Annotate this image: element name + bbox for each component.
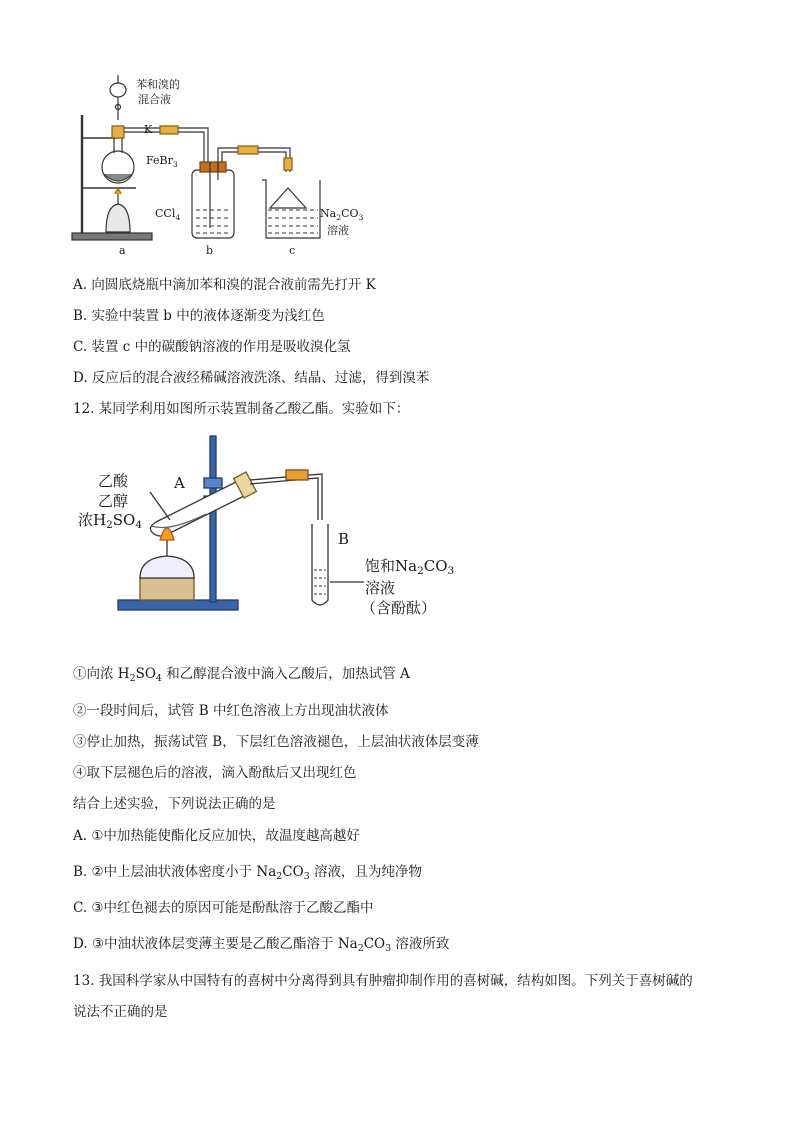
label-acetic-acid: 乙酸 xyxy=(98,472,129,490)
label-saturated-na2co3: 饱和$Na_2CO_3$ xyxy=(365,557,455,577)
q12-option-b: B. ②中上层油状液体密度小于 $Na_2CO_3$ 溶液，且为纯净物 xyxy=(73,864,422,882)
label-solution: 溶液 xyxy=(327,224,349,237)
beaker-c xyxy=(262,180,320,238)
label-ccl4: CCl$_4$ xyxy=(155,207,181,222)
q12-option-c: C. ③中红色褪去的原因可能是酚酞溶于乙酸乙酯中 xyxy=(73,900,374,916)
label-mixture-1: 苯和溴的 xyxy=(136,78,180,91)
q11-option-b: B. 实验中装置 b 中的液体逐渐变为浅红色 xyxy=(73,308,325,324)
label-tube-a: A xyxy=(174,474,185,492)
q12-step-4: ④取下层褪色后的溶液，滴入酚酞后又出现红色 xyxy=(73,765,357,781)
label-febr3: FeBr$_3$ xyxy=(146,154,178,169)
label-conc-h2so4: 浓$H_2SO_4$ xyxy=(78,511,143,531)
q12-conclusion: 结合上述实验，下列说法正确的是 xyxy=(73,796,276,812)
figure-1-apparatus xyxy=(60,70,380,270)
q12-option-d: D. ③中油状液体层变薄主要是乙酸乙酯溶于 $Na_2CO_3$ 溶液所致 xyxy=(73,936,450,954)
q12-step-1: ①向浓 $H_2SO_4$ 和乙醇混合液中滴入乙酸后，加热试管 A xyxy=(73,666,410,684)
bottle-b xyxy=(192,170,234,238)
test-tube-b xyxy=(312,524,328,605)
label-ethanol: 乙醇 xyxy=(98,492,129,510)
label-tube-b: B xyxy=(338,530,350,548)
q11-option-c: C. 装置 c 中的碳酸钠溶液的作用是吸收溴化氢 xyxy=(73,339,351,355)
label-na2co3: $Na_2CO_3$ xyxy=(320,207,364,222)
label-a: a xyxy=(119,244,126,257)
label-b: b xyxy=(206,244,214,257)
q13-stem-line-1: 13. 我国科学家从中国特有的喜树中分离得到具有肿瘤抑制作用的喜树碱，结构如图。下列关于喜树碱的 xyxy=(73,973,693,989)
stand-base xyxy=(118,600,238,610)
q12-step-2: ②一段时间后，试管 B 中红色溶液上方出现油状液体 xyxy=(73,703,389,719)
label-solution-b: 溶液 xyxy=(365,579,396,597)
q11-option-d: D. 反应后的混合液经稀碱溶液洗涤、结晶、过滤，得到溴苯 xyxy=(73,370,430,386)
q12-step-3: ③停止加热，振荡试管 B，下层红色溶液褪色，上层油状液体层变薄 xyxy=(73,734,479,750)
alcohol-lamp xyxy=(140,556,194,578)
q13-stem-line-2: 说法不正确的是 xyxy=(73,1004,168,1020)
q12-option-a: A. ①中加热能使酯化反应加快，故温度越高越好 xyxy=(73,828,360,844)
figure-2-apparatus xyxy=(110,432,470,622)
label-mixture-2: 混合液 xyxy=(138,93,171,106)
q12-stem: 12. 某同学利用如图所示装置制备乙酸乙酯。实验如下： xyxy=(73,401,410,417)
label-valve-k: K xyxy=(144,123,153,136)
label-phenolphthalein: （含酚酞） xyxy=(361,599,437,617)
label-c: c xyxy=(289,244,296,257)
alcohol-lamp xyxy=(106,204,130,232)
q11-option-a: A. 向圆底烧瓶中滴加苯和溴的混合液前需先打开 K xyxy=(73,277,376,293)
dropping-funnel xyxy=(110,83,126,97)
stand-base xyxy=(72,233,152,240)
